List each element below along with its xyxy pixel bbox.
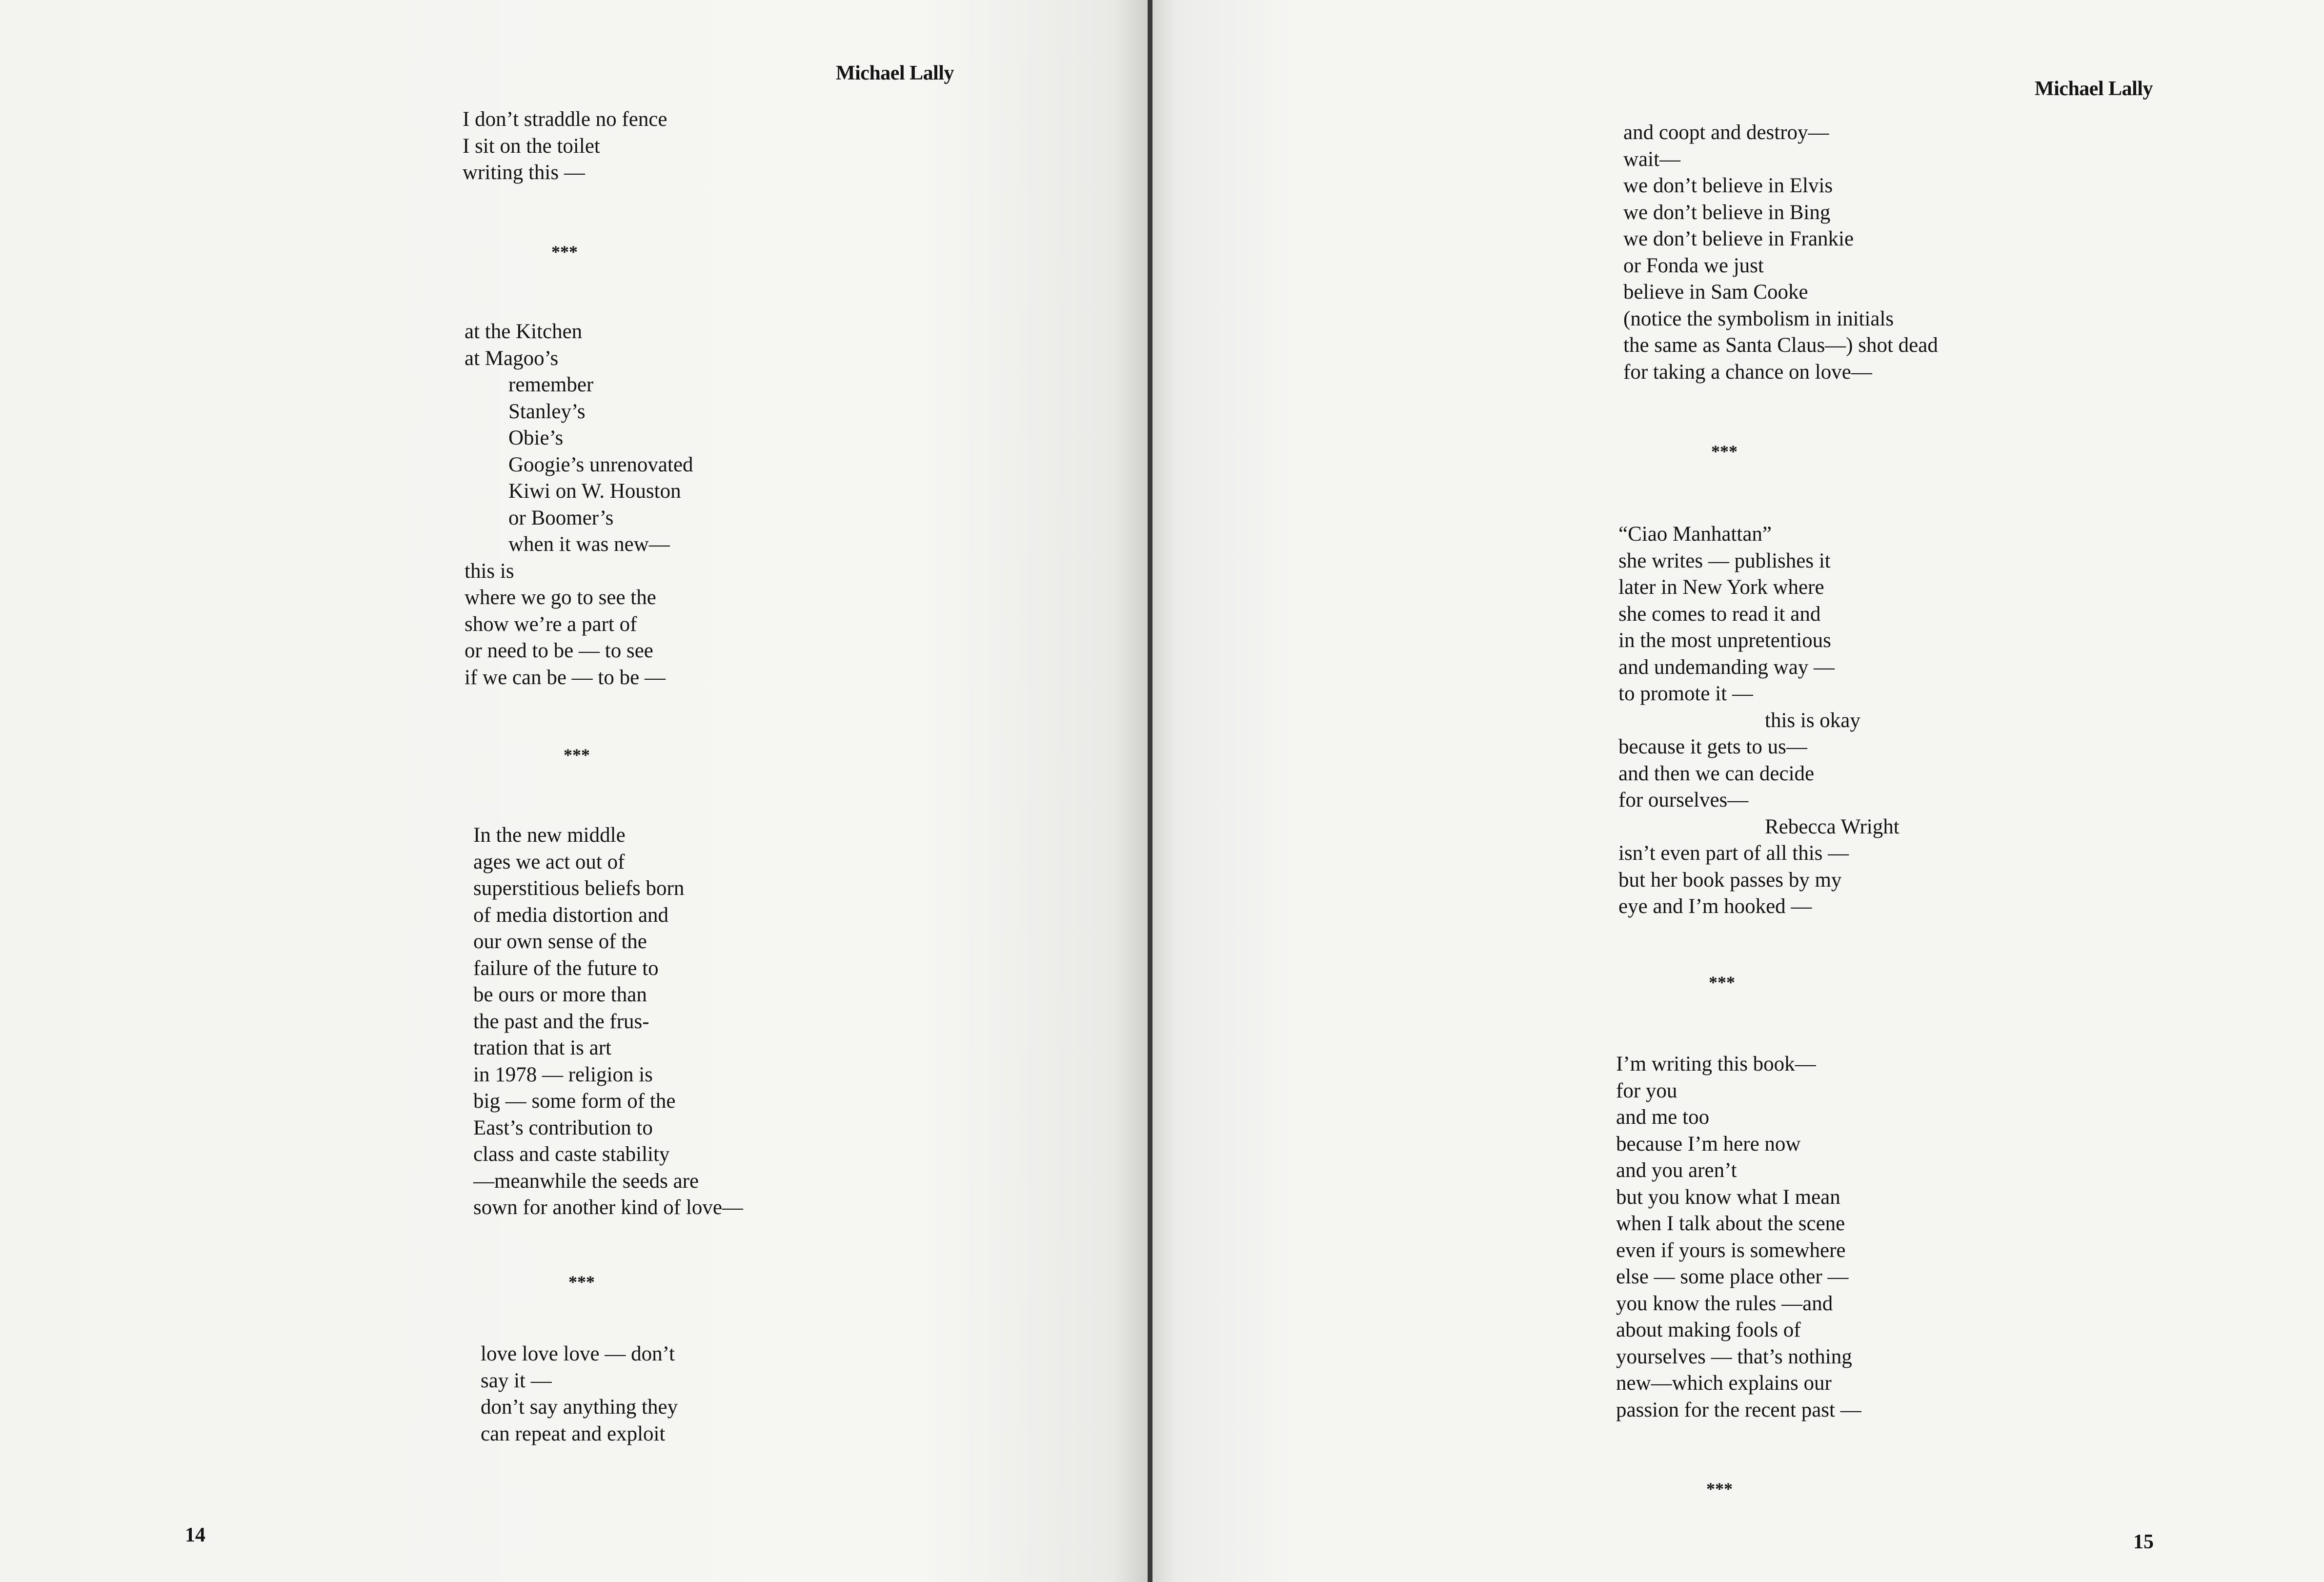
poem-line: I’m writing this book— <box>1616 1053 1816 1075</box>
poem-line: class and caste stability <box>473 1143 670 1166</box>
poem-line: even if yours is somewhere <box>1616 1238 1846 1262</box>
poem-line: sown for another kind of love— <box>473 1196 743 1219</box>
poem-line: and you aren’t <box>1616 1159 1737 1182</box>
poem-line: tration that is art <box>473 1036 612 1059</box>
book-gutter <box>1148 0 1152 1582</box>
poem-block-sam-cooke <box>1623 120 1938 385</box>
poem-line: or Boomer’s <box>508 506 614 529</box>
poem-line: this is okay <box>1765 709 1860 732</box>
poem-line: for taking a chance on love— <box>1623 360 1872 384</box>
poem-line: we don’t believe in Elvis <box>1623 174 1833 197</box>
right-page <box>1152 0 2324 1582</box>
poem-line: failure of the future to <box>473 956 659 980</box>
left-page <box>0 0 1148 1582</box>
poem-line: to promote it — <box>1618 682 1753 705</box>
poem-line: at the Kitchen <box>465 320 583 343</box>
poem-block-ciao-manhattan <box>1618 521 1900 920</box>
page-number-right: 15 <box>2133 1531 2154 1553</box>
poem-line: if we can be — to be — <box>465 666 666 689</box>
poem-line: when I talk about the scene <box>1616 1212 1845 1235</box>
poem-line: but her book passes by my <box>1618 868 1842 892</box>
poem-line: later in New York where <box>1618 576 1824 599</box>
poem-line: this is <box>465 559 514 583</box>
poem-line: big — some form of the <box>473 1090 676 1113</box>
running-head-left: Michael Lally <box>836 62 954 84</box>
poem-line: wait— <box>1623 147 1681 171</box>
poem-line: and me too <box>1616 1106 1710 1129</box>
poem-block-kitchen <box>465 319 693 691</box>
poem-line: because it gets to us— <box>1618 735 1807 758</box>
poem-block-toilet <box>463 106 667 186</box>
section-separator: *** <box>1711 442 1738 461</box>
poem-line: or Fonda we just <box>1623 254 1764 277</box>
poem-line: Obie’s <box>508 426 564 449</box>
poem-line: say it — <box>481 1369 552 1392</box>
poem-line: yourselves — that’s nothing <box>1616 1345 1852 1368</box>
poem-line: and undemanding way — <box>1618 655 1835 679</box>
poem-line: be ours or more than <box>473 983 647 1006</box>
poem-line: (notice the symbolism in initials <box>1623 307 1894 330</box>
poem-line: when it was new— <box>508 533 670 556</box>
poem-line: our own sense of the <box>473 930 647 953</box>
poem-line: can repeat and exploit <box>481 1422 666 1445</box>
poem-line: about making fools of <box>1616 1318 1801 1341</box>
poem-line: I don’t straddle no fence <box>463 108 667 131</box>
poem-line: for you <box>1616 1079 1677 1102</box>
section-separator: *** <box>551 242 578 262</box>
poem-line: we don’t believe in Bing <box>1623 201 1831 224</box>
poem-block-middle-ages <box>473 822 743 1221</box>
poem-line: in the most unpretentious <box>1618 629 1831 652</box>
poem-line: Rebecca Wright <box>1765 815 1900 838</box>
poem-line: —meanwhile the seeds are <box>473 1169 699 1193</box>
poem-line: she writes — publishes it <box>1618 549 1831 572</box>
poem-line: else — some place other — <box>1616 1265 1849 1288</box>
poem-line: where we go to see the <box>465 586 656 609</box>
poem-line: new—which explains our <box>1616 1372 1832 1395</box>
poem-line: love love love — don’t <box>481 1342 675 1365</box>
section-separator: *** <box>564 745 590 765</box>
page-number-left: 14 <box>185 1524 205 1546</box>
poem-line: you know the rules —and <box>1616 1292 1833 1315</box>
poem-line: for ourselves— <box>1618 789 1749 811</box>
poem-line: Googie’s unrenovated <box>508 453 693 476</box>
poem-line: In the new middle <box>473 824 626 847</box>
poem-line: the past and the frus- <box>473 1010 649 1033</box>
poem-line: superstitious beliefs born <box>473 877 685 900</box>
poem-line: we don’t believe in Frankie <box>1623 227 1854 250</box>
poem-line: and coopt and destroy— <box>1623 121 1829 144</box>
running-head-right: Michael Lally <box>2035 78 2153 100</box>
poem-line: don’t say anything they <box>481 1396 678 1419</box>
poem-line: East’s contribution to <box>473 1116 653 1139</box>
poem-line: passion for the recent past — <box>1616 1398 1861 1421</box>
poem-line: isn’t even part of all this — <box>1618 842 1849 865</box>
poem-line: and then we can decide <box>1618 762 1815 785</box>
poem-block-love <box>481 1341 678 1447</box>
poem-line: ages we act out of <box>473 850 625 873</box>
section-separator: *** <box>1706 1479 1733 1499</box>
poem-line: Kiwi on W. Houston <box>508 480 681 503</box>
poem-line: eye and I’m hooked — <box>1618 895 1812 918</box>
section-separator: *** <box>568 1272 595 1292</box>
poem-line: writing this — <box>463 161 585 184</box>
poem-line: remember <box>508 373 594 396</box>
poem-line: show we’re a part of <box>465 612 637 636</box>
poem-line: at Magoo’s <box>465 346 559 370</box>
poem-line: the same as Santa Claus—) shot dead <box>1623 334 1938 357</box>
poem-line: Stanley’s <box>508 400 586 423</box>
poem-line: because I’m here now <box>1616 1132 1801 1156</box>
poem-line: in 1978 — religion is <box>473 1063 653 1086</box>
poem-line: of media distortion and <box>473 903 669 927</box>
poem-block-writing-this-book <box>1616 1051 1861 1423</box>
poem-line: she comes to read it and <box>1618 602 1821 626</box>
section-separator: *** <box>1709 973 1735 992</box>
poem-line: “Ciao Manhattan” <box>1618 523 1772 546</box>
poem-line: believe in Sam Cooke <box>1623 281 1808 304</box>
poem-line: or need to be — to see <box>465 639 653 662</box>
poem-line: but you know what I mean <box>1616 1185 1840 1209</box>
poem-line: I sit on the toilet <box>463 134 600 158</box>
